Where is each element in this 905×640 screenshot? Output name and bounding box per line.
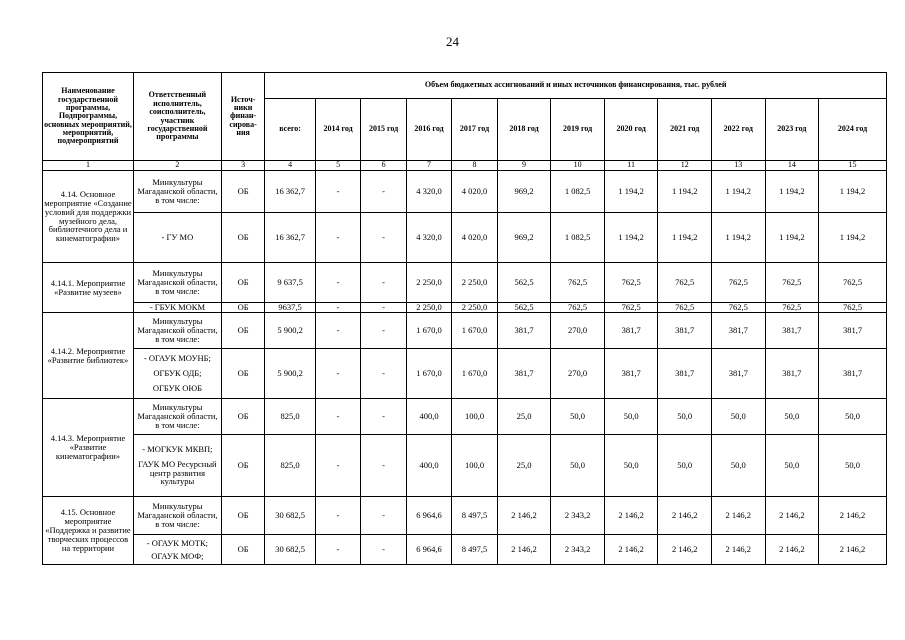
table-row [43, 303, 887, 313]
header-year: 2014 год [315, 99, 360, 161]
value-cell: 562,5 [497, 303, 551, 313]
value-cell: 25,0 [497, 435, 551, 497]
value-cell: 2 146,2 [658, 535, 712, 565]
executor-cell: - ГУ МО [133, 213, 221, 263]
executor-line: - ОГАУК МОТК; [146, 537, 209, 548]
value-cell: - [361, 349, 406, 399]
value-cell: 762,5 [711, 263, 765, 303]
value-cell: 1 194,2 [604, 213, 658, 263]
value-cell: ОБ [221, 535, 264, 565]
table-row [43, 535, 887, 565]
value-cell: 6 964,6 [406, 535, 451, 565]
header-name: Наименование государственной программы, Подпрограммы, основных мероприятий, мероприятий, подмероприятий [43, 73, 134, 161]
value-cell: ОБ [221, 497, 264, 535]
executor-cell [133, 535, 221, 565]
header-source: Источ-ники финан-сирова-ния [221, 73, 264, 161]
value-cell: ОБ [221, 171, 264, 213]
value-cell: 50,0 [819, 435, 887, 497]
column-number: 7 [406, 161, 451, 171]
value-cell: 562,5 [497, 263, 551, 303]
value-cell: 762,5 [765, 303, 819, 313]
value-cell: - [361, 171, 406, 213]
value-cell: 2 146,2 [711, 535, 765, 565]
value-cell: 2 146,2 [765, 535, 819, 565]
value-cell: 1 194,2 [819, 171, 887, 213]
column-number: 5 [315, 161, 360, 171]
value-cell: 50,0 [551, 435, 605, 497]
measure-name: 4.14.3. Мероприятие «Развитие кинематографии» [43, 399, 134, 497]
value-cell: 762,5 [658, 303, 712, 313]
value-cell: 762,5 [765, 263, 819, 303]
column-number: 8 [452, 161, 497, 171]
column-number: 2 [133, 161, 221, 171]
value-cell: - [315, 313, 360, 349]
value-cell: 400,0 [406, 435, 451, 497]
value-cell: 2 146,2 [711, 497, 765, 535]
value-cell: 8 497,5 [452, 497, 497, 535]
value-cell: ОБ [221, 349, 264, 399]
value-cell: 4 320,0 [406, 171, 451, 213]
value-cell: - [361, 213, 406, 263]
value-cell: - [315, 263, 360, 303]
value-cell: 381,7 [765, 349, 819, 399]
value-cell: 762,5 [551, 263, 605, 303]
header-year: 2024 год [819, 99, 887, 161]
table-row [43, 349, 887, 399]
header-executor: Ответственный исполнитель, соисполнитель, участник государственной программы [133, 73, 221, 161]
column-number: 9 [497, 161, 551, 171]
value-cell: 2 146,2 [604, 497, 658, 535]
value-cell: 1 082,5 [551, 213, 605, 263]
value-cell: 50,0 [819, 399, 887, 435]
value-cell: 50,0 [551, 399, 605, 435]
value-cell: - [361, 263, 406, 303]
value-cell: 4 020,0 [452, 213, 497, 263]
value-cell: 50,0 [711, 399, 765, 435]
value-cell: 16 362,7 [265, 213, 316, 263]
column-number: 13 [711, 161, 765, 171]
header-year: 2020 год [604, 99, 658, 161]
value-cell: 1 194,2 [765, 213, 819, 263]
value-cell: 2 250,0 [452, 303, 497, 313]
executor-cell: - ГБУК МОКМ [133, 303, 221, 313]
column-number: 15 [819, 161, 887, 171]
value-cell: 825,0 [265, 399, 316, 435]
table-row [43, 313, 887, 349]
value-cell: 1 194,2 [604, 171, 658, 213]
column-number: 6 [361, 161, 406, 171]
measure-name: 4.14.1. Мероприятие «Развитие музеев» [43, 263, 134, 313]
executor-cell: Минкультуры Магаданской области, в том числе: [133, 497, 221, 535]
value-cell: 762,5 [551, 303, 605, 313]
value-cell: 100,0 [452, 435, 497, 497]
value-cell: - [315, 303, 360, 313]
value-cell: 1 670,0 [452, 313, 497, 349]
value-cell: 762,5 [658, 263, 712, 303]
value-cell: 762,5 [604, 303, 658, 313]
header-year: 2017 год [452, 99, 497, 161]
executor-line: - МОГКУК МКВП; [142, 443, 213, 454]
value-cell: 1 670,0 [452, 349, 497, 399]
value-cell: 1 082,5 [551, 171, 605, 213]
page-number: 24 [446, 34, 459, 49]
value-cell: 270,0 [551, 349, 605, 399]
executor-line: ОГБУК ОЮБ [152, 382, 203, 393]
value-cell: 2 146,2 [658, 497, 712, 535]
value-cell: 762,5 [604, 263, 658, 303]
value-cell: 4 020,0 [452, 171, 497, 213]
header-volume: Объем бюджетных ассигнований и иных источников финансирования, тыс. рублей [265, 73, 887, 99]
value-cell: 50,0 [604, 399, 658, 435]
value-cell: 381,7 [711, 349, 765, 399]
value-cell: 2 146,2 [819, 535, 887, 565]
value-cell: 30 682,5 [265, 497, 316, 535]
column-number: 4 [265, 161, 316, 171]
measure-name: 4.14.2. Мероприятие «Развитие библиотек» [43, 313, 134, 399]
executor-cell: Минкультуры Магаданской области, в том числе: [133, 313, 221, 349]
value-cell: 762,5 [711, 303, 765, 313]
value-cell: 50,0 [658, 435, 712, 497]
value-cell: 381,7 [497, 313, 551, 349]
value-cell: 2 250,0 [406, 303, 451, 313]
value-cell: 1 194,2 [658, 171, 712, 213]
value-cell: ОБ [221, 313, 264, 349]
value-cell: 381,7 [658, 349, 712, 399]
value-cell: 2 146,2 [497, 535, 551, 565]
value-cell: 1 670,0 [406, 349, 451, 399]
value-cell: 16 362,7 [265, 171, 316, 213]
value-cell: 9 637,5 [265, 263, 316, 303]
value-cell: 1 670,0 [406, 313, 451, 349]
value-cell: 2 343,2 [551, 535, 605, 565]
value-cell: - [361, 399, 406, 435]
value-cell: 270,0 [551, 313, 605, 349]
header-year: 2021 год [658, 99, 712, 161]
value-cell: 100,0 [452, 399, 497, 435]
table-row [43, 213, 887, 263]
value-cell: 2 146,2 [765, 497, 819, 535]
value-cell: 381,7 [819, 349, 887, 399]
value-cell: 381,7 [765, 313, 819, 349]
value-cell: 2 250,0 [406, 263, 451, 303]
value-cell: - [361, 535, 406, 565]
column-number: 3 [221, 161, 264, 171]
value-cell: - [361, 313, 406, 349]
executor-cell [133, 349, 221, 399]
value-cell: 1 194,2 [711, 171, 765, 213]
executor-cell: Минкультуры Магаданской области, в том числе: [133, 399, 221, 435]
executor-line: ОГАУК МОФ; [151, 550, 204, 561]
value-cell: 4 320,0 [406, 213, 451, 263]
value-cell: 400,0 [406, 399, 451, 435]
value-cell: 2 250,0 [452, 263, 497, 303]
table-row [43, 497, 887, 535]
value-cell: 381,7 [711, 313, 765, 349]
value-cell: 1 194,2 [765, 171, 819, 213]
value-cell: - [315, 213, 360, 263]
value-cell: ОБ [221, 303, 264, 313]
table-row [43, 435, 887, 497]
header-year: 2018 год [497, 99, 551, 161]
value-cell: 1 194,2 [711, 213, 765, 263]
header-year: 2019 год [551, 99, 605, 161]
column-number: 12 [658, 161, 712, 171]
executor-cell: Минкультуры Магаданской области, в том числе: [133, 263, 221, 303]
table-row [43, 263, 887, 303]
value-cell: - [315, 535, 360, 565]
value-cell: - [315, 497, 360, 535]
measure-name: 4.15. Основное мероприятие «Поддержка и развитие творческих процессов на территории [43, 497, 134, 565]
value-cell: - [315, 435, 360, 497]
value-cell: 762,5 [819, 303, 887, 313]
value-cell: 381,7 [604, 313, 658, 349]
executor-line: ГАУК МО Ресурсный центр развития культуры [138, 458, 217, 487]
value-cell: 969,2 [497, 213, 551, 263]
value-cell: ОБ [221, 435, 264, 497]
value-cell: - [361, 303, 406, 313]
column-number: 11 [604, 161, 658, 171]
value-cell: 30 682,5 [265, 535, 316, 565]
value-cell: 5 900,2 [265, 349, 316, 399]
value-cell: 2 146,2 [819, 497, 887, 535]
value-cell: 50,0 [765, 435, 819, 497]
financing-table [42, 72, 887, 565]
value-cell: 6 964,6 [406, 497, 451, 535]
value-cell: 762,5 [819, 263, 887, 303]
value-cell: 1 194,2 [658, 213, 712, 263]
value-cell: 969,2 [497, 171, 551, 213]
header-total: всего: [265, 99, 316, 161]
value-cell: 2 343,2 [551, 497, 605, 535]
value-cell: 381,7 [819, 313, 887, 349]
value-cell: 9637,5 [265, 303, 316, 313]
value-cell: - [315, 171, 360, 213]
column-number-row [43, 161, 887, 171]
value-cell: 50,0 [604, 435, 658, 497]
value-cell: 825,0 [265, 435, 316, 497]
column-number: 14 [765, 161, 819, 171]
table-row [43, 399, 887, 435]
measure-name: 4.14. Основное мероприятие «Создание условий для поддержки музейного дела, библиотечного дела и кинематографии» [43, 171, 134, 263]
value-cell: 8 497,5 [452, 535, 497, 565]
value-cell: 5 900,2 [265, 313, 316, 349]
header-year: 2015 год [361, 99, 406, 161]
value-cell: ОБ [221, 263, 264, 303]
value-cell: 2 146,2 [604, 535, 658, 565]
executor-cell [133, 435, 221, 497]
value-cell: 2 146,2 [497, 497, 551, 535]
value-cell: - [315, 399, 360, 435]
executor-cell: Минкультуры Магаданской области, в том числе: [133, 171, 221, 213]
header-year: 2023 год [765, 99, 819, 161]
value-cell: 381,7 [497, 349, 551, 399]
value-cell: 381,7 [604, 349, 658, 399]
value-cell: ОБ [221, 399, 264, 435]
value-cell: - [315, 349, 360, 399]
value-cell: - [361, 497, 406, 535]
value-cell: ОБ [221, 213, 264, 263]
header-year: 2016 год [406, 99, 451, 161]
value-cell: 1 194,2 [819, 213, 887, 263]
column-number: 1 [43, 161, 134, 171]
executor-line: ОГБУК ОДБ; [153, 368, 202, 379]
value-cell: 381,7 [658, 313, 712, 349]
column-number: 10 [551, 161, 605, 171]
value-cell: 50,0 [658, 399, 712, 435]
value-cell: 50,0 [765, 399, 819, 435]
header-year: 2022 год [711, 99, 765, 161]
value-cell: 25,0 [497, 399, 551, 435]
value-cell: 50,0 [711, 435, 765, 497]
value-cell: - [361, 435, 406, 497]
table-row [43, 171, 887, 213]
executor-line: - ОГАУК МОУНБ; [143, 353, 211, 364]
